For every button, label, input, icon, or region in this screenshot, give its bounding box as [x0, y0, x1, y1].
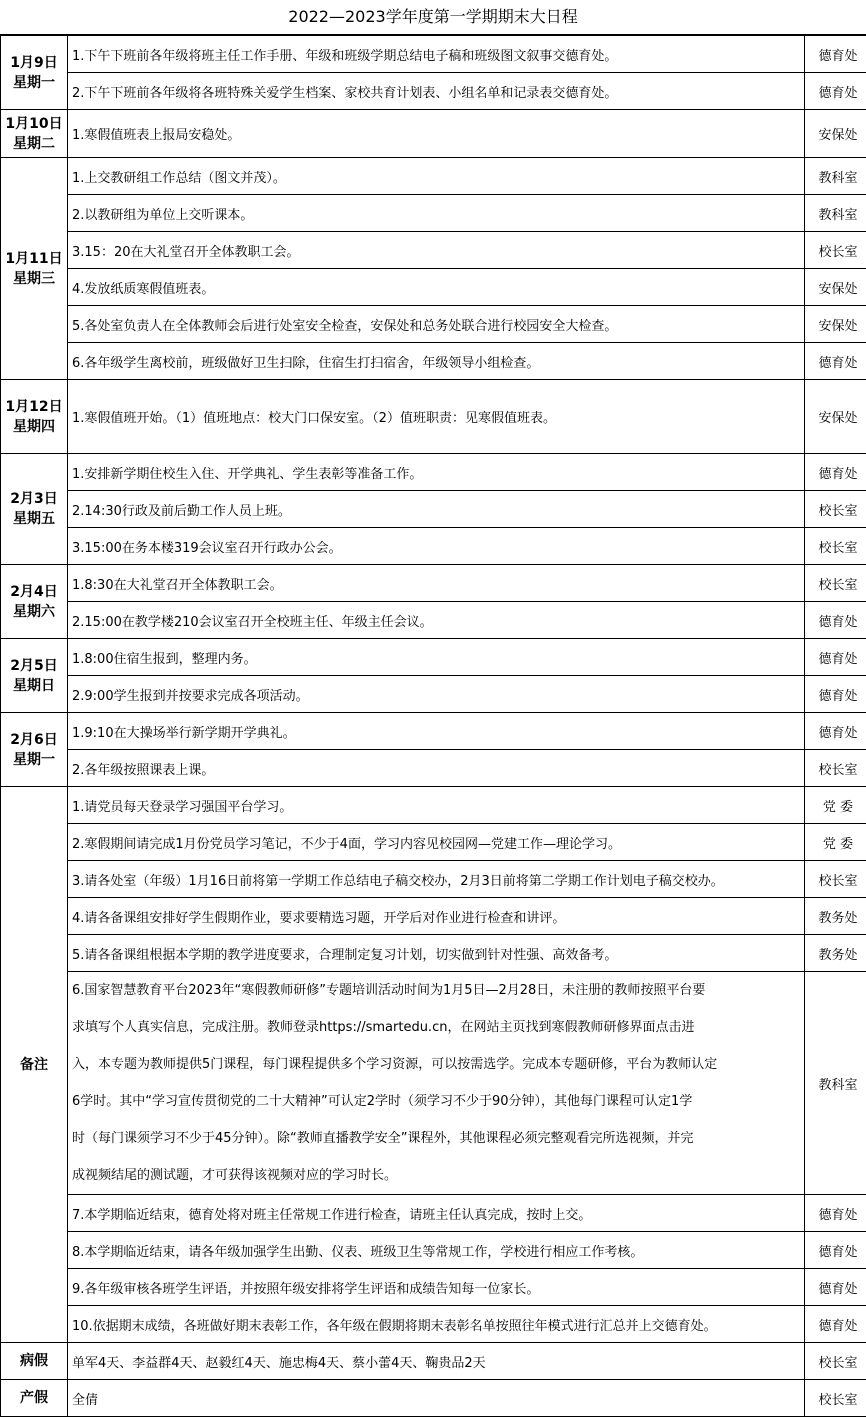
table-row [1, 491, 866, 528]
department-cell: 校长室 [805, 528, 866, 565]
maternity-leave-label: 产假 [1, 1380, 68, 1417]
department-cell: 德育处 [805, 454, 866, 491]
department-cell: 校长室 [805, 750, 866, 787]
task-text: 2.各年级按照课表上课。 [68, 750, 805, 787]
weekday-label: 星期三 [1, 269, 67, 289]
weekday-label: 星期四 [1, 417, 67, 437]
schedule-table [0, 35, 866, 1417]
weekday-label: 星期日 [1, 676, 67, 696]
table-row [1, 36, 866, 73]
notes-label: 备注 [1, 787, 68, 1343]
date-cell [1, 36, 68, 110]
department-cell: 德育处 [805, 1232, 866, 1269]
department-cell: 教科室 [805, 195, 866, 232]
department-cell: 德育处 [805, 602, 866, 639]
department-cell: 德育处 [805, 639, 866, 676]
department-cell: 校长室 [805, 232, 866, 269]
weekday-label: 星期一 [1, 73, 67, 93]
task-text: 4.发放纸质寒假值班表。 [68, 269, 805, 306]
department-cell: 安保处 [805, 110, 866, 158]
department-cell: 德育处 [805, 343, 866, 380]
department-cell: 党 委 [805, 787, 866, 824]
task-text: 1.8:30在大礼堂召开全体教职工会。 [68, 565, 805, 602]
department-cell: 校长室 [805, 1343, 866, 1380]
department-cell: 教科室 [805, 972, 866, 1195]
note-text: 5.请各备课组根据本学期的教学进度要求，合理制定复习计划，切实做到针对性强、高效备考。 [68, 935, 805, 972]
sick-leave-text: 单军4天、李益群4天、赵毅红4天、施忠梅4天、蔡小蕾4天、鞠贵品2天 [68, 1343, 805, 1380]
table-row [1, 1306, 866, 1343]
table-row [1, 306, 866, 343]
date-label: 2月4日 [1, 582, 67, 602]
note-text: 10.依据期末成绩，各班做好期末表彰工作，各年级在假期将期末表彰名单按照往年模式进行汇总并上交德育处。 [68, 1306, 805, 1343]
date-label: 1月11日 [1, 249, 67, 269]
date-cell [1, 713, 68, 787]
table-row [1, 787, 866, 824]
table-row [1, 195, 866, 232]
department-cell: 校长室 [805, 565, 866, 602]
department-cell: 德育处 [805, 73, 866, 110]
date-label: 1月9日 [1, 53, 67, 73]
department-cell: 德育处 [805, 1269, 866, 1306]
note-text [68, 972, 805, 1195]
date-cell [1, 380, 68, 454]
task-text: 1.寒假值班表上报局安稳处。 [68, 110, 805, 158]
table-row [1, 269, 866, 306]
date-cell [1, 110, 68, 158]
table-row [1, 110, 866, 158]
note-text-line: 成视频结尾的测试题，才可获得该视频对应的学习时长。 [72, 1157, 800, 1194]
table-row [1, 676, 866, 713]
task-text: 1.安排新学期住校生入住、开学典礼、学生表彰等准备工作。 [68, 454, 805, 491]
table-row [1, 380, 866, 454]
department-cell: 教科室 [805, 158, 866, 195]
table-row [1, 972, 866, 1195]
note-text: 8.本学期临近结束，请各年级加强学生出勤、仪表、班级卫生等常规工作，学校进行相应工作考核。 [68, 1232, 805, 1269]
department-cell: 校长室 [805, 861, 866, 898]
sick-leave-row [1, 1343, 866, 1380]
task-text: 1.寒假值班开始。（1）值班地点：校大门口保安室。（2）值班职责：见寒假值班表。 [68, 380, 805, 454]
department-cell: 德育处 [805, 713, 866, 750]
date-label: 2月5日 [1, 656, 67, 676]
department-cell: 教务处 [805, 898, 866, 935]
department-cell: 德育处 [805, 36, 866, 73]
task-text: 2.14:30行政及前后勤工作人员上班。 [68, 491, 805, 528]
task-text: 2.9:00学生报到并按要求完成各项活动。 [68, 676, 805, 713]
table-row [1, 1232, 866, 1269]
table-row [1, 232, 866, 269]
note-text-line: 求填写个人真实信息，完成注册。教师登录https://smartedu.cn，在网站主页找到寒假教师研修界面点击进 [72, 1009, 800, 1046]
date-label: 1月10日 [1, 114, 67, 134]
department-cell: 德育处 [805, 676, 866, 713]
table-row [1, 639, 866, 676]
task-text: 2.以教研组为单位上交听课本。 [68, 195, 805, 232]
note-text: 9.各年级审核各班学生评语，并按照年级安排将学生评语和成绩告知每一位家长。 [68, 1269, 805, 1306]
note-text-line: 6学时。其中“学习宣传贯彻党的二十大精神”可认定2学时（须学习不少于90分钟），其他每门课程可认定1学 [72, 1083, 800, 1120]
task-text: 1.8:00住宿生报到，整理内务。 [68, 639, 805, 676]
table-row [1, 935, 866, 972]
department-cell: 校长室 [805, 491, 866, 528]
note-text: 2.寒假期间请完成1月份党员学习笔记，不少于4面，学习内容见校园网—党建工作—理论学习。 [68, 824, 805, 861]
task-text: 2.15:00在教学楼210会议室召开全校班主任、年级主任会议。 [68, 602, 805, 639]
note-text: 7.本学期临近结束，德育处将对班主任常规工作进行检查，请班主任认真完成，按时上交。 [68, 1195, 805, 1232]
table-row [1, 528, 866, 565]
note-text: 1.请党员每天登录学习强国平台学习。 [68, 787, 805, 824]
weekday-label: 星期五 [1, 509, 67, 529]
department-cell: 教务处 [805, 935, 866, 972]
task-text: 3.15：20在大礼堂召开全体教职工会。 [68, 232, 805, 269]
page-title: 2022—2023学年度第一学期期末大日程 [0, 0, 866, 35]
department-cell: 安保处 [805, 306, 866, 343]
date-cell [1, 565, 68, 639]
table-row [1, 602, 866, 639]
date-cell [1, 158, 68, 380]
task-text: 1.9:10在大操场举行新学期开学典礼。 [68, 713, 805, 750]
weekday-label: 星期二 [1, 134, 67, 154]
task-text: 1.下午下班前各年级将班主任工作手册、年级和班级学期总结电子稿和班级图文叙事交德育处。 [68, 36, 805, 73]
date-label: 2月3日 [1, 489, 67, 509]
table-row [1, 1269, 866, 1306]
table-row [1, 454, 866, 491]
task-text: 1.上交教研组工作总结（图文并茂）。 [68, 158, 805, 195]
task-text: 6.各年级学生离校前，班级做好卫生扫除，住宿生打扫宿舍，年级领导小组检查。 [68, 343, 805, 380]
note-text-line: 6.国家智慧教育平台2023年“寒假教师研修”专题培训活动时间为1月5日—2月28日，未注册的教师按照平台要 [72, 972, 800, 1009]
table-row [1, 343, 866, 380]
weekday-label: 星期一 [1, 750, 67, 770]
note-text-line: 入，本专题为教师提供5门课程，每门课程提供多个学习资源，可以按需选学。完成本专题研修，平台为教师认定 [72, 1046, 800, 1083]
table-row [1, 158, 866, 195]
table-row [1, 750, 866, 787]
department-cell: 安保处 [805, 269, 866, 306]
date-label: 2月6日 [1, 730, 67, 750]
note-text: 3.请各处室（年级）1月16日前将第一学期工作总结电子稿交校办，2月3日前将第二学期工作计划电子稿交校办。 [68, 861, 805, 898]
table-row [1, 1195, 866, 1232]
note-text: 4.请各备课组安排好学生假期作业，要求要精选习题，开学后对作业进行检查和讲评。 [68, 898, 805, 935]
department-cell: 安保处 [805, 380, 866, 454]
table-row [1, 73, 866, 110]
maternity-leave-row [1, 1380, 866, 1417]
department-cell: 党 委 [805, 824, 866, 861]
task-text: 5.各处室负责人在全体教师会后进行处室安全检查，安保处和总务处联合进行校园安全大检查。 [68, 306, 805, 343]
table-row [1, 824, 866, 861]
task-text: 3.15:00在务本楼319会议室召开行政办公会。 [68, 528, 805, 565]
maternity-leave-text: 全倩 [68, 1380, 805, 1417]
date-label: 1月12日 [1, 397, 67, 417]
department-cell: 德育处 [805, 1306, 866, 1343]
weekday-label: 星期六 [1, 602, 67, 622]
department-cell: 校长室 [805, 1380, 866, 1417]
date-cell [1, 454, 68, 565]
table-row [1, 713, 866, 750]
date-cell [1, 639, 68, 713]
table-row [1, 898, 866, 935]
table-row [1, 861, 866, 898]
note-text-line: 时（每门课须学习不少于45分钟）。除“教师直播教学安全”课程外，其他课程必须完整观看完所选视频，并完 [72, 1120, 800, 1157]
table-row [1, 565, 866, 602]
sick-leave-label: 病假 [1, 1343, 68, 1380]
task-text: 2.下午下班前各年级将各班特殊关爱学生档案、家校共育计划表、小组名单和记录表交德育处。 [68, 73, 805, 110]
department-cell: 德育处 [805, 1195, 866, 1232]
